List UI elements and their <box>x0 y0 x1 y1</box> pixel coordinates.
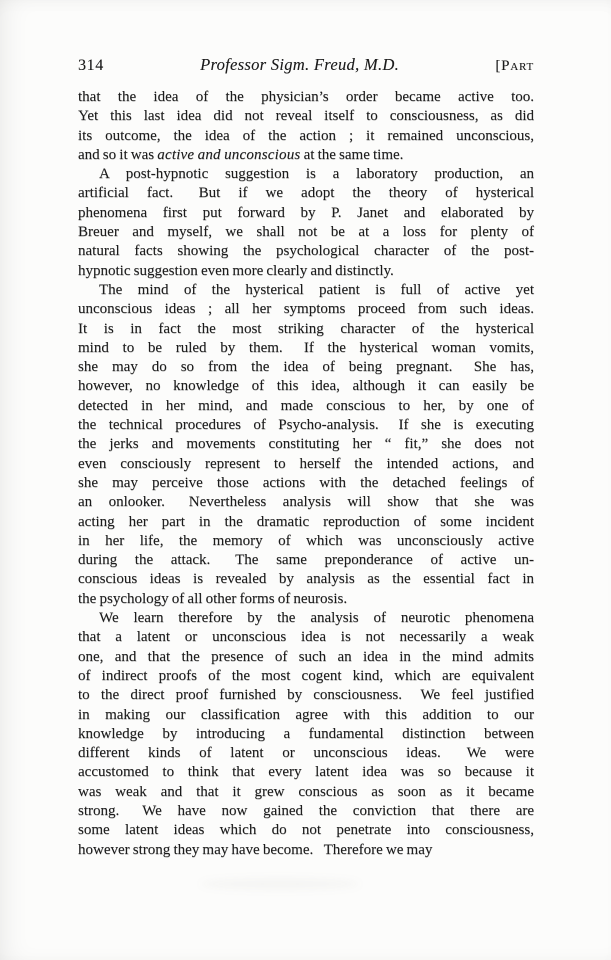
part-label: [Part <box>495 58 534 74</box>
text-line <box>78 841 534 860</box>
text-segment: during the attack. The same preponderance of active un- <box>78 552 534 569</box>
text-segment: accustomed to think that every latent idea was so because it <box>78 764 534 781</box>
text-segment: hypnotic suggestion even more clearly and distinctly. <box>78 262 394 279</box>
text-segment: Yet this last idea did not reveal itself to consciousness, as did <box>78 108 534 125</box>
text-segment: however, no knowledge of this idea, although it can easily be <box>78 378 534 395</box>
text-line <box>78 435 534 454</box>
text-segment: to the direct proof furnished by consciousness. We feel justified <box>78 687 534 704</box>
text-line <box>78 570 534 589</box>
text-line <box>78 783 534 802</box>
text-line <box>78 127 534 146</box>
text-line <box>78 339 534 358</box>
text-line <box>78 416 534 435</box>
text-line <box>78 204 534 223</box>
text-segment: that the idea of the physician’s order became active too. <box>78 89 534 105</box>
text-segment: the jerks and movements constituting her “ fit,” she does not <box>78 436 534 453</box>
text-line <box>78 474 534 493</box>
text-segment: conscious ideas is revealed by analysis as the essential fact in <box>78 571 534 588</box>
text-segment: an onlooker. Nevertheless analysis will show that she was <box>78 494 534 511</box>
text-segment: she may perceive those actions with the detached feelings of <box>78 474 534 491</box>
text-line <box>78 628 534 647</box>
text-line <box>78 821 534 840</box>
text-segment: at the same time. <box>300 146 404 163</box>
text-line <box>78 281 534 300</box>
text-line <box>78 725 534 744</box>
text-segment: artificial fact. But if we adopt the theory of hysterical <box>78 185 534 202</box>
text-segment: its outcome, the idea of the action ; it remained unconscious, <box>78 127 534 144</box>
text-line <box>78 648 534 667</box>
text-line <box>78 802 534 821</box>
text-line <box>78 358 534 377</box>
text-segment: in making our classification agree with this addition to our <box>78 706 534 723</box>
text-segment: It is in fact the most striking character of the hysterical <box>78 320 534 337</box>
scan-smudge <box>200 878 360 890</box>
text-segment: was weak and that it grew conscious as soon as it became <box>78 783 534 800</box>
running-header <box>78 55 534 75</box>
text-line <box>78 223 534 242</box>
text-line <box>78 532 534 551</box>
text-line <box>78 397 534 416</box>
text-segment: phenomena first put forward by P. Janet and elaborated by <box>78 204 534 221</box>
text-line <box>78 609 534 628</box>
text-line <box>78 165 534 184</box>
text-segment: natural facts showing the psychological character of the post- <box>78 243 534 260</box>
page-number: 314 <box>78 57 104 74</box>
text-line <box>78 184 534 203</box>
text-segment: however strong they may have become. Therefore we may <box>78 841 433 858</box>
text-segment: the psychology of all other forms of neurosis. <box>78 590 348 607</box>
text-line <box>78 706 534 725</box>
text-line <box>78 300 534 319</box>
text-line <box>78 455 534 474</box>
page-body <box>78 88 534 860</box>
text-line <box>78 744 534 763</box>
text-line <box>78 513 534 532</box>
text-segment: and so it was <box>78 146 158 163</box>
text-segment: one, and that the presence of such an idea in the mind admits <box>78 648 534 665</box>
text-segment: that a latent or unconscious idea is not necessarily a weak <box>78 629 534 646</box>
text-segment: detected in her mind, and made conscious to her, by one of <box>78 397 534 414</box>
text-line <box>78 242 534 261</box>
text-line <box>78 493 534 512</box>
text-segment: A post-hypnotic suggestion is a laboratory production, an <box>99 166 534 183</box>
text-segment: in her life, the memory of which was unconsciously active <box>78 532 534 549</box>
text-line <box>78 88 534 107</box>
text-line <box>78 146 534 165</box>
text-line <box>78 763 534 782</box>
text-segment: she may do so from the idea of being pregnant. She has, <box>78 359 534 376</box>
text-line <box>78 686 534 705</box>
text-segment: different kinds of latent or unconscious ideas. We were <box>78 745 534 762</box>
text-segment: Breuer and myself, we shall not be at a loss for plenty of <box>78 224 534 241</box>
text-segment: We learn therefore by the analysis of neurotic phenomena <box>99 610 534 627</box>
text-segment: of indirect proofs of the most cogent kind, which are equivalent <box>78 667 534 684</box>
text-segment: The mind of the hysterical patient is full of active yet <box>99 281 534 298</box>
text-segment: mind to be ruled by them. If the hysterical woman vomits, <box>78 339 534 356</box>
running-title: Professor Sigm. Freud, M.D. <box>200 55 400 74</box>
text-line <box>78 667 534 686</box>
italic-text: active and unconscious <box>157 146 301 163</box>
text-line <box>78 262 534 281</box>
text-segment: the technical procedures of Psycho-analysis. If she is executing <box>78 417 534 434</box>
text-segment: even consciously represent to herself the intended actions, and <box>78 455 534 472</box>
text-line <box>78 551 534 570</box>
text-line <box>78 377 534 396</box>
text-segment: some latent ideas which do not penetrate into consciousness, <box>78 822 534 839</box>
text-line <box>78 107 534 126</box>
text-segment: unconscious ideas ; all her symptoms proceed from such ideas. <box>78 301 534 318</box>
text-segment: acting her part in the dramatic reproduction of some incident <box>78 513 534 530</box>
text-line <box>78 590 534 609</box>
text-segment: knowledge by introducing a fundamental distinction between <box>78 725 534 742</box>
text-segment: strong. We have now gained the conviction that there are <box>78 802 534 819</box>
text-line <box>78 320 534 339</box>
